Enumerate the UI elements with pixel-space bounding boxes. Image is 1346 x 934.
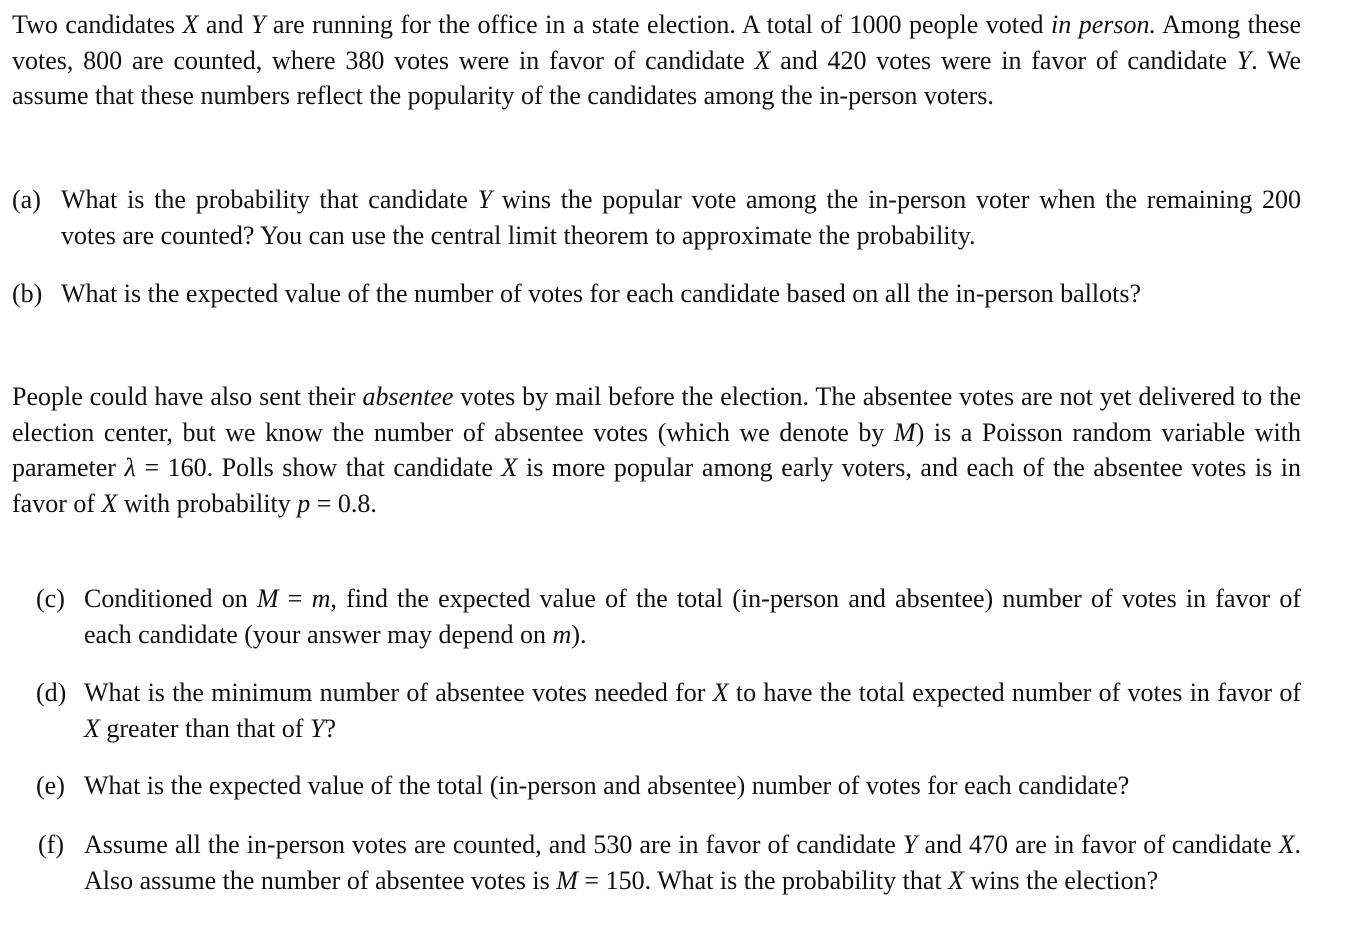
part-d-text: What is the minimum number of absentee votes needed for X to have the total expected number of votes in favor of X greater than that of Y? [84,678,1301,743]
part-e-text: What is the expected value of the total (in-person and absentee) number of votes for each candidate? [84,771,1130,800]
absentee-paragraph: People could have also sent their absentee votes by mail before the election. The absentee votes are not yet delivered to the election center, but we know the number of absentee votes (which we denote by M) is a Poisson random variable with parameter λ = 160. Polls show that candidate X is more popular among early voters, and each of the absentee votes is in favor of X with probability p = 0.8. [12,382,1301,518]
part-c-label: (c) [36,584,65,613]
intro-paragraph: Two candidates X and Y are running for the office in a state election. A total of 1000 people voted in person. Among these votes, 800 are counted, where 380 votes were in favor of candidate X and 420 votes were in favor of candidate Y. We assume that these numbers reflect the popularity of the candidates among the in-person voters. [12,10,1301,110]
part-b-text: What is the expected value of the number of votes for each candidate based on all the in-person ballots? [61,279,1142,308]
part-e-label: (e) [36,771,65,800]
part-f-label: (f) [38,830,64,859]
part-d-label: (d) [36,678,67,707]
part-b-label: (b) [12,279,43,308]
part-a-label: (a) [12,185,41,214]
part-c-text: Conditioned on M = m, find the expected value of the total (in-person and absentee) number of votes in favor of each candidate (your answer may depend on m). [84,584,1301,649]
part-f-text: Assume all the in-person votes are counted, and 530 are in favor of candidate Y and 470 are in favor of candidate X. Also assume the number of absentee votes is M = 150. What is the probability that X wins the election? [84,830,1302,895]
part-a-text: What is the probability that candidate Y wins the popular vote among the in-person voter when the remaining 200 votes are counted? You can use the central limit theorem to approximate the probability. [61,185,1301,250]
